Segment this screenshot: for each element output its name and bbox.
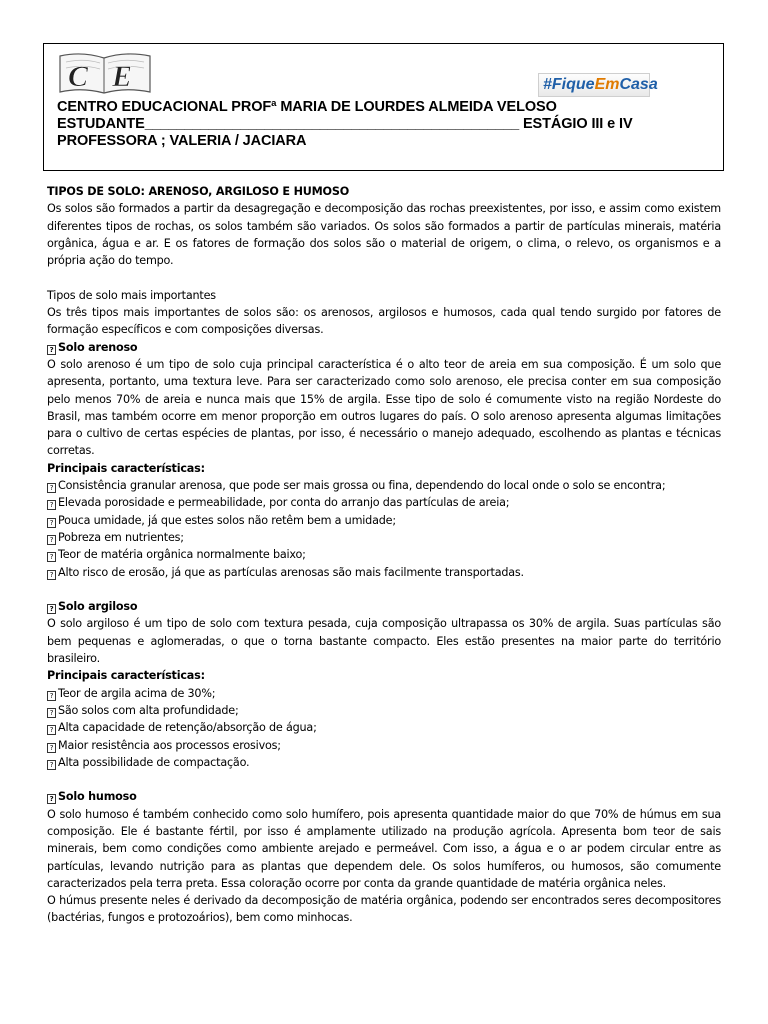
arenoso-char-heading: Principais características: bbox=[47, 461, 205, 475]
intro-paragraph: Os solos são formados a partir da desagregação e decomposição das rochas preexistentes, por isso, e assim como existem diferentes tipos de rochas, os solos também são variados. Os solos são formados a partir de partículas minerais, matéria orgânica, água e ar. E os fatores de formação dos solos são o material de origem, o clima, o relevo, os organismos e a própria ação do tempo. bbox=[47, 202, 721, 268]
characteristic-item: ? Elevada porosidade e permeabilidade, por conta do arranjo das partículas de areia; bbox=[47, 494, 721, 511]
bullet-icon: ? bbox=[47, 743, 56, 753]
article-body bbox=[47, 183, 721, 927]
bullet-icon: ? bbox=[47, 725, 56, 735]
bullet-icon: ? bbox=[47, 483, 56, 493]
types-paragraph: Os três tipos mais importantes de solos são: os arenosos, argilosos e humosos, cada qual tendo surgido por fatores de formação específicos e com composições diversas. bbox=[47, 306, 721, 337]
teacher-line: PROFESSORA ; VALERIA / JACIARA bbox=[57, 133, 307, 149]
bullet-icon: ? bbox=[47, 518, 56, 528]
school-logo bbox=[58, 50, 153, 96]
hashtag-banner: #FiqueEmCasa bbox=[538, 73, 650, 97]
types-heading: Tipos de solo mais importantes bbox=[47, 288, 216, 302]
humoso-paragraph-2: O húmus presente neles é derivado da decomposição de matéria orgânica, podendo ser encontrados seres decompositores (bactérias, fungos e protozoários), bem como minhocas. bbox=[47, 894, 721, 925]
humoso-heading: ? Solo humoso bbox=[47, 788, 721, 805]
bullet-icon: ? bbox=[47, 794, 56, 804]
argiloso-char-heading: Principais características: bbox=[47, 669, 205, 683]
bullet-icon: ? bbox=[47, 345, 56, 355]
bullet-icon: ? bbox=[47, 552, 56, 562]
article-title: TIPOS DE SOLO: ARENOSO, ARGILOSO E HUMOSO bbox=[47, 185, 350, 198]
characteristic-item: ? São solos com alta profundidade; bbox=[47, 702, 721, 719]
bullet-icon: ? bbox=[47, 604, 56, 614]
bullet-icon: ? bbox=[47, 500, 56, 510]
arenoso-paragraph: O solo arenoso é um tipo de solo cuja principal característica é o alto teor de areia em sua composição. É um solo que apresenta, portanto, uma textura leve. Para ser caracterizado como solo arenoso, ele precisa conter em sua composição pelo menos 70% de areia e nunca mais que 15% de argila. Esse tipo de solo é comumente visto na região Nordeste do Brasil, mas também ocorre em menor proporção em outros lugares do país. O solo arenoso apresenta algumas limitações para o cultivo de certas espécies de plantas, por isso, é necessário o manejo adequado, escolhendo as plantas e técnicas corretas. bbox=[47, 357, 721, 458]
characteristic-item: ? Alta capacidade de retenção/absorção de água; bbox=[47, 719, 721, 736]
argiloso-heading: ? Solo argiloso bbox=[47, 598, 721, 615]
characteristic-item: ? Alta possibilidade de compactação. bbox=[47, 754, 721, 771]
characteristic-item: ? Consistência granular arenosa, que pode ser mais grossa ou fina, dependendo do local onde o solo se encontra; bbox=[47, 477, 721, 494]
bullet-icon: ? bbox=[47, 708, 56, 718]
arenoso-heading: ? Solo arenoso bbox=[47, 339, 721, 356]
characteristic-item: ? Pouca umidade, já que estes solos não retêm bem a umidade; bbox=[47, 512, 721, 529]
humoso-paragraph-1: O solo humoso é também conhecido como solo humífero, pois apresenta quantidade maior do que 70% de húmus em sua composição. Ele é bastante fértil, por isso é amplamente utilizado na produção agrícola. Apresenta bom teor de sais minerais, bem como condições como ambiente arejado e permeável. Com isso, a água e o ar podem circular entre as partículas, levando nutrição para as plantas que dependem dele. Os solos humíferos, ou humosos, são comumente caracterizados pela terra preta. Essa coloração ocorre por conta da grande quantidade de matéria orgânica neles. bbox=[47, 807, 721, 890]
characteristic-item: ? Alto risco de erosão, já que as partículas arenosas são mais facilmente transportadas. bbox=[47, 564, 721, 581]
bullet-icon: ? bbox=[47, 760, 56, 770]
student-line: ESTUDANTE_______________________________________________ ESTÁGIO III e IV bbox=[57, 116, 633, 132]
characteristic-item: ? Pobreza em nutrientes; bbox=[47, 529, 721, 546]
svg-text:E: E bbox=[112, 60, 133, 93]
svg-text:C: C bbox=[68, 60, 89, 93]
arenoso-list bbox=[47, 477, 721, 581]
characteristic-item: ? Maior resistência aos processos erosivos; bbox=[47, 737, 721, 754]
characteristic-item: ? Teor de argila acima de 30%; bbox=[47, 685, 721, 702]
bullet-icon: ? bbox=[47, 570, 56, 580]
argiloso-paragraph: O solo argiloso é um tipo de solo com textura pesada, cuja composição ultrapassa os 30% de argila. Suas partículas são bem pequenas e aglomeradas, o que o torna bastante compacto. Eles estão presentes na maior parte do território brasileiro. bbox=[47, 617, 721, 666]
school-name: CENTRO EDUCACIONAL PROFª MARIA DE LOURDES ALMEIDA VELOSO bbox=[57, 99, 557, 115]
bullet-icon: ? bbox=[47, 691, 56, 701]
characteristic-item: ? Teor de matéria orgânica normalmente baixo; bbox=[47, 546, 721, 563]
bullet-icon: ? bbox=[47, 535, 56, 545]
argiloso-list bbox=[47, 685, 721, 771]
